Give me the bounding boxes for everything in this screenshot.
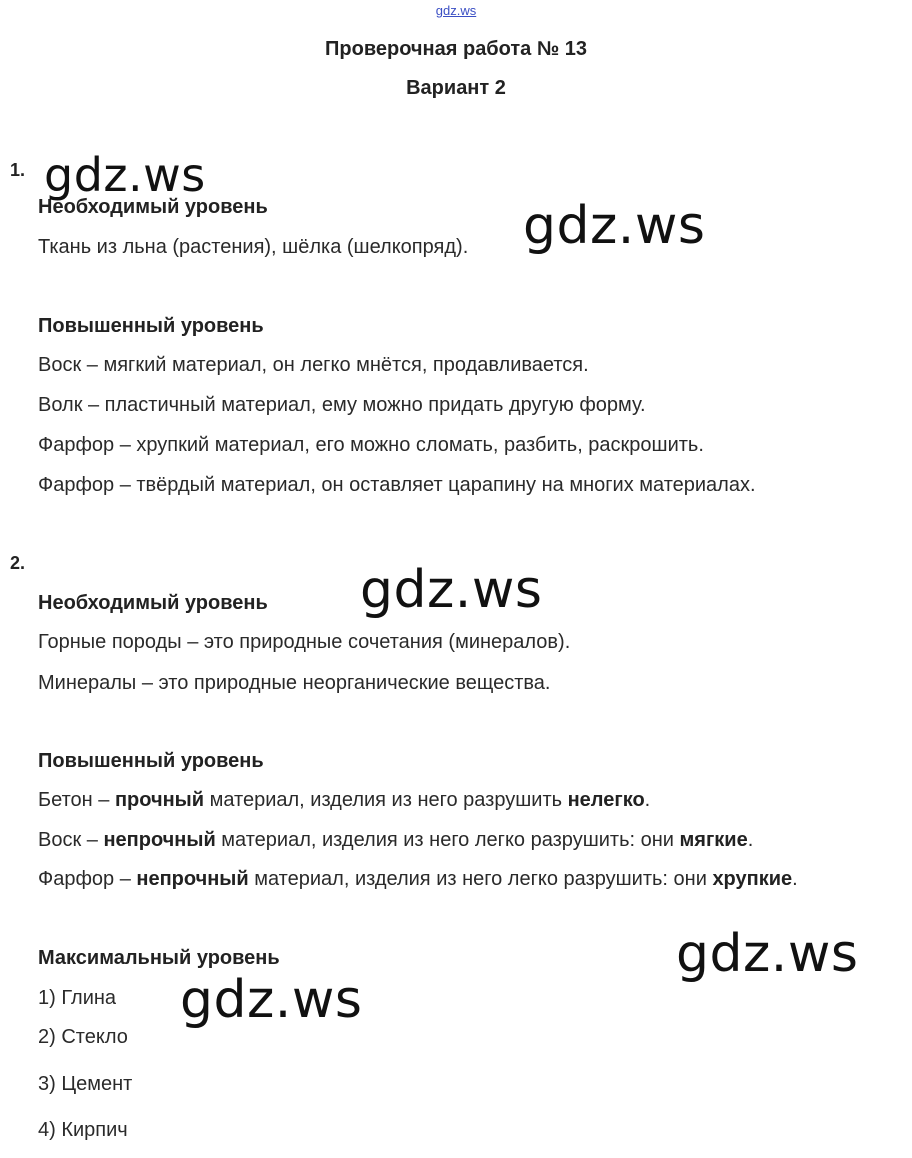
watermark: gdz.ws — [676, 924, 859, 984]
watermark: gdz.ws — [180, 970, 363, 1030]
line-bold: непрочный — [103, 829, 216, 851]
task1-advanced-heading: Повышенный уровень — [38, 315, 264, 337]
task2-basic-line: Горные породы – это природные сочетания (минералов). — [38, 631, 571, 653]
watermark: gdz.ws — [360, 560, 543, 620]
task2-advanced-heading: Повышенный уровень — [38, 750, 264, 772]
task1-advanced-line: Фарфор – хрупкий материал, его можно сломать, разбить, раскрошить. — [38, 434, 704, 456]
task-number-1: 1. — [10, 160, 26, 180]
task1-basic-line: Ткань из льна (растения), шёлка (шелкопряд). — [38, 236, 469, 258]
line-text: . — [747, 829, 754, 851]
line-bold: прочный — [114, 789, 205, 811]
task2-max-item: 4) Кирпич — [38, 1119, 128, 1141]
task2-max-heading: Максимальный уровень — [38, 947, 280, 969]
task2-max-item: 1) Глина — [38, 987, 117, 1009]
line-text: Фарфор – — [38, 868, 137, 890]
line-text: Бетон – — [38, 789, 115, 811]
task2-max-item: 2) Стекло — [38, 1026, 128, 1048]
line-bold: нелегко — [567, 789, 645, 811]
task2-basic-heading: Необходимый уровень — [38, 592, 268, 614]
watermark-top: gdz.ws — [435, 3, 477, 18]
task2-advanced-line — [38, 868, 798, 891]
line-text: материал, изделия из него разрушить — [204, 789, 568, 811]
task1-advanced-line: Фарфор – твёрдый материал, он оставляет царапину на многих материалах. — [38, 474, 756, 496]
line-text: . — [644, 789, 651, 811]
line-bold: хрупкие — [712, 868, 793, 890]
task2-max-item: 3) Цемент — [38, 1073, 133, 1095]
line-bold: мягкие — [679, 829, 748, 851]
task1-advanced-line: Воск – мягкий материал, он легко мнётся, продавливается. — [38, 354, 589, 376]
task1-advanced-line: Волк – пластичный материал, ему можно придать другую форму. — [38, 394, 646, 416]
task2-advanced-line — [38, 789, 650, 812]
task-number-2: 2. — [10, 553, 26, 573]
line-text: материал, изделия из него легко разрушить: они — [215, 829, 680, 851]
task2-basic-line: Минералы – это природные неорганические вещества. — [38, 672, 551, 694]
watermark: gdz.ws — [523, 196, 706, 256]
task2-advanced-line — [38, 829, 753, 852]
page-title: Проверочная работа № 13 — [325, 38, 587, 60]
line-bold: непрочный — [136, 868, 249, 890]
line-text: материал, изделия из него легко разрушить: они — [248, 868, 713, 890]
variant-title: Вариант 2 — [406, 77, 506, 99]
watermark: gdz.ws — [44, 148, 206, 202]
line-text: . — [792, 868, 798, 890]
task1-basic-heading: Необходимый уровень — [38, 196, 268, 218]
line-text: Воск – — [38, 829, 104, 851]
